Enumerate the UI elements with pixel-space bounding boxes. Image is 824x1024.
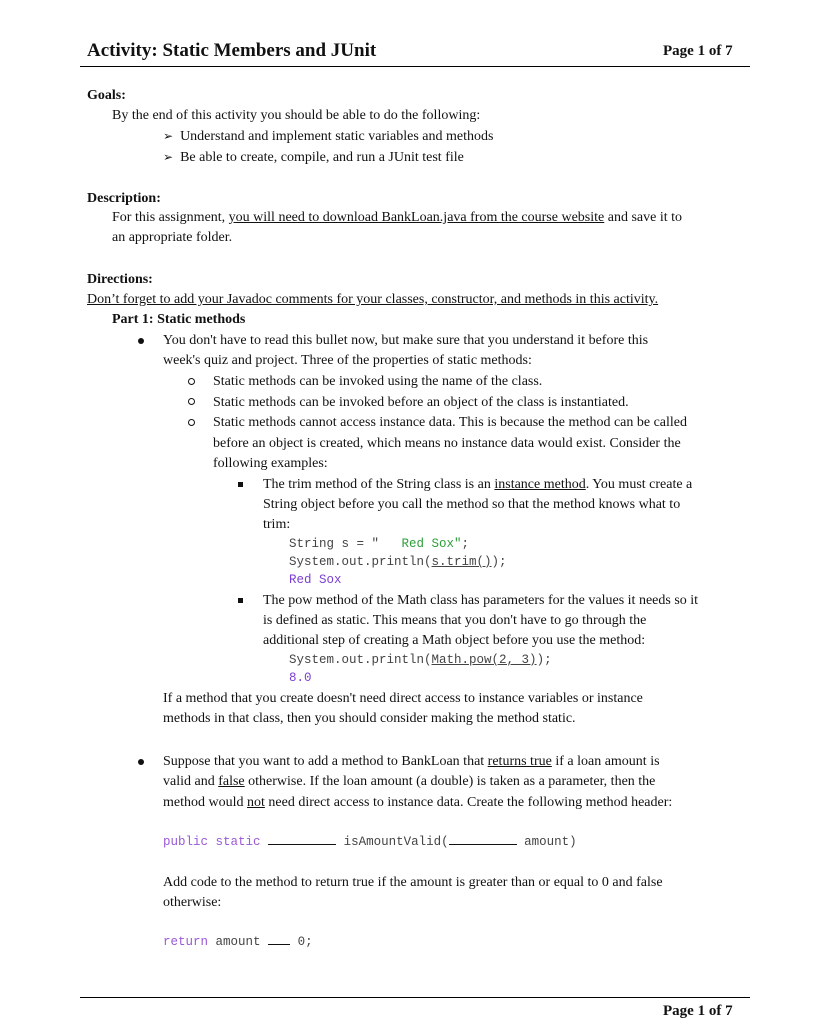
goals-heading: Goals:	[87, 88, 126, 103]
download-link[interactable]: you will need to download BankLoan.java from the course website	[228, 210, 605, 225]
property-item: Static methods can be invoked using the name of the class.	[213, 374, 543, 389]
square-bullet-icon	[238, 598, 243, 603]
circle-bullet-icon	[188, 419, 195, 426]
property-item-cont: before an object is created, which means no instance data would exist. Consider the	[213, 436, 681, 451]
bullet1-line: week's quiz and project. Three of the properties of static methods:	[163, 353, 532, 368]
javadoc-note: Don’t forget to add your Javadoc comments for your classes, constructor, and methods in this activity.	[87, 292, 659, 307]
goal-item: ➢ Be able to create, compile, and run a JUnit test file	[163, 150, 464, 165]
circle-bullet-icon	[188, 398, 195, 405]
trim-line: trim:	[263, 517, 291, 532]
part1-heading: Part 1: Static methods	[112, 312, 246, 327]
circle-bullet-icon	[188, 378, 195, 385]
operator-blank[interactable]	[268, 931, 290, 945]
return-type-blank[interactable]	[268, 831, 336, 845]
bullet-icon	[138, 338, 144, 344]
square-bullet-icon	[238, 482, 243, 487]
description-heading: Description:	[87, 191, 161, 206]
param-type-blank[interactable]	[449, 831, 517, 845]
property-item-cont: following examples:	[213, 456, 328, 471]
bullet2-line: valid and false otherwise. If the loan amount (a double) is taken as a parameter, then the	[163, 774, 656, 789]
trim-line: The trim method of the String class is an instance method. You must create a	[263, 477, 693, 492]
bullet2-line: method would not need direct access to instance data. Create the following method header:	[163, 795, 673, 810]
arrow-bullet-icon: ➢	[163, 150, 174, 164]
arrow-bullet-icon: ➢	[163, 129, 174, 143]
property-item: Static methods cannot access instance data. This is because the method can be called	[213, 415, 688, 430]
property-item: Static methods can be invoked before an object of the class is instantiated.	[213, 395, 629, 410]
code-output: Red Sox	[289, 573, 342, 587]
header-rule	[80, 66, 750, 67]
return-statement-code: return amount 0;	[163, 931, 313, 951]
footer-page-label: Page 1 of 7	[663, 1003, 733, 1019]
goals-intro: By the end of this activity you should be able to do the following:	[112, 108, 481, 123]
code-line: System.out.println(s.trim());	[289, 555, 507, 569]
code-line: System.out.println(Math.pow(2, 3));	[289, 653, 552, 667]
directions-heading: Directions:	[87, 272, 153, 287]
summary-line: methods in that class, then you should consider making the method static.	[163, 711, 576, 726]
bullet-icon	[138, 759, 144, 765]
trim-line: String object before you call the method so that the method knows what to	[263, 497, 681, 512]
bullet1-line: You don't have to read this bullet now, but make sure that you understand it before this	[163, 333, 649, 348]
bullet2-line: Suppose that you want to add a method to BankLoan that returns true if a loan amount is	[163, 754, 660, 769]
code-line: String s = " Red Sox";	[289, 537, 470, 551]
add-code-line: Add code to the method to return true if the amount is greater than or equal to 0 and false	[163, 875, 663, 890]
goal-item: ➢ Understand and implement static variables and methods	[163, 129, 494, 144]
document-title: Activity: Static Members and JUnit	[87, 40, 377, 61]
footer-rule	[80, 997, 750, 998]
description-line: an appropriate folder.	[112, 230, 233, 245]
method-header-code: public static isAmountValid( amount)	[163, 831, 577, 851]
pow-line: The pow method of the Math class has parameters for the values it needs so it	[263, 593, 699, 608]
code-output: 8.0	[289, 671, 312, 685]
pow-line: is defined as static. This means that you don't have to go through the	[263, 613, 647, 628]
summary-line: If a method that you create doesn't need direct access to instance variables or instance	[163, 691, 643, 706]
add-code-line: otherwise:	[163, 895, 222, 910]
description-line: For this assignment, you will need to download BankLoan.java from the course website and save it to	[112, 210, 683, 225]
pow-line: additional step of creating a Math object before you use the method:	[263, 633, 646, 648]
header-page-label: Page 1 of 7	[663, 43, 733, 59]
